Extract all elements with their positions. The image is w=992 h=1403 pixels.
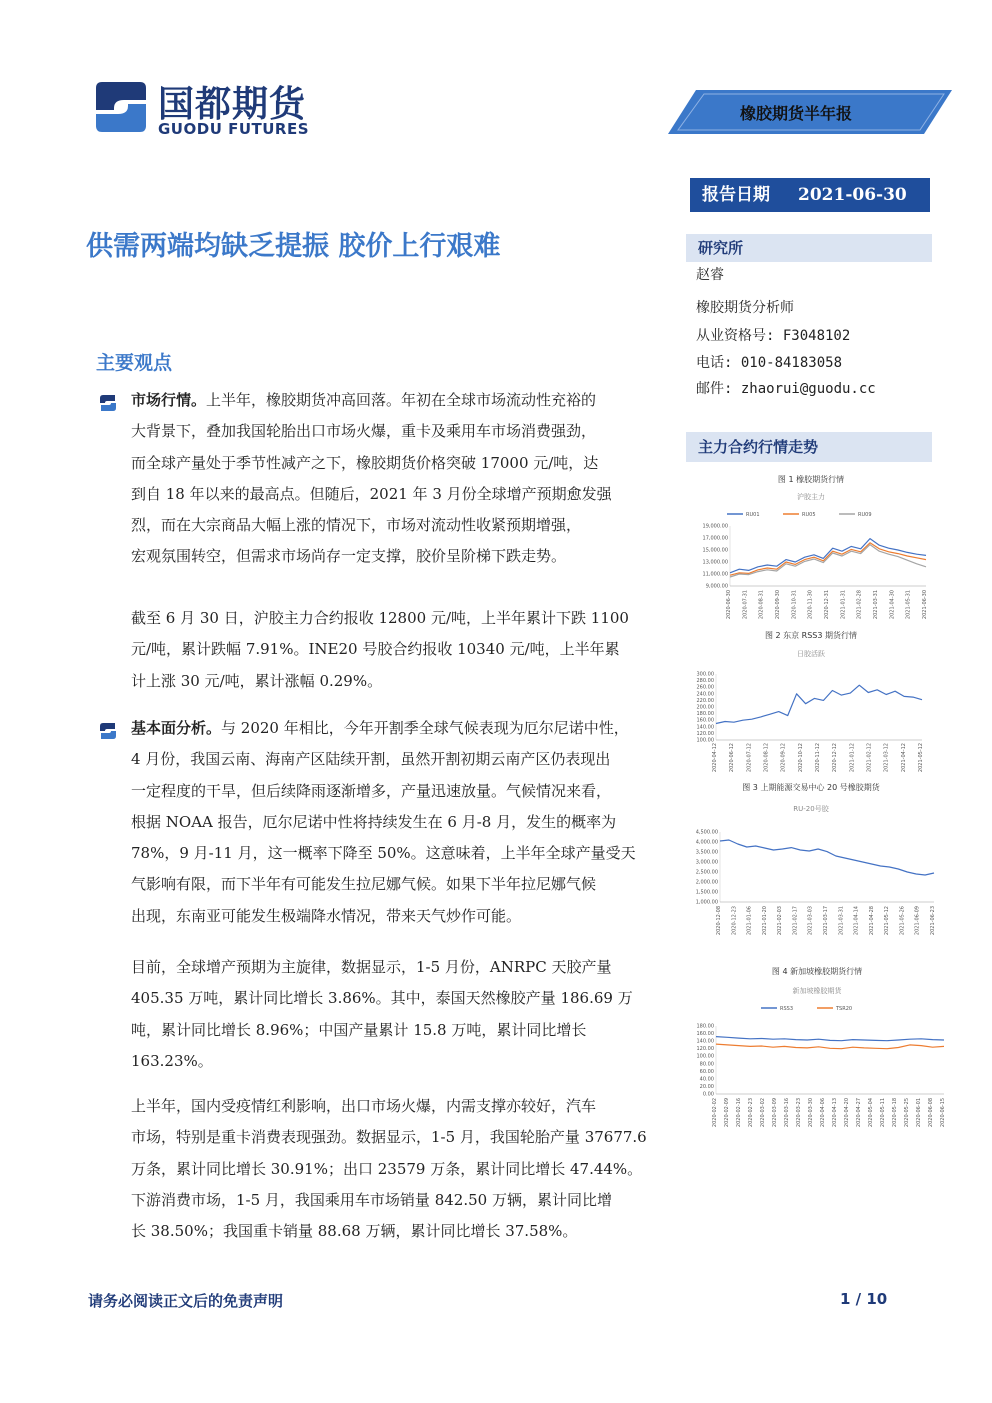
- x-tick-label: 2021-01-31: [840, 590, 847, 620]
- logo-text-en: GUODU FUTURES: [158, 120, 310, 138]
- y-tick-label: 20.00: [699, 1083, 714, 1090]
- x-tick-label: 2020-04-27: [856, 1098, 862, 1128]
- y-tick-label: 180.00: [696, 711, 714, 718]
- x-tick-label: 2020-03-16: [784, 1098, 790, 1128]
- y-tick-label: 9,000.00: [705, 583, 728, 590]
- legend-label: RSS3: [780, 1006, 794, 1012]
- paragraph-demand: 上半年，国内受疫情红利影响，出口市场火爆，内需支撑亦较好，汽车 市场，特别是重卡消费表现强劲。数据显示，1-5 月，我国轮胎产量 37677.6 万条，累计同比增长 30.91%；出口 23579 万条，累计同比增长 47.44%。 下游消费市场，1-5 月，我国乘用车市场销量 842.50 万辆，累计同比增 长 38.50%；我国重卡销量 88.68 万辆，累计同比增长 37.58%。: [131, 1097, 647, 1241]
- legend-label: RU05: [802, 512, 816, 518]
- x-tick-label: 2021-04-12: [900, 743, 907, 773]
- x-tick-label: 2020-12-12: [832, 743, 839, 773]
- y-tick-label: 11,000.00: [702, 571, 728, 578]
- y-tick-label: 280.00: [696, 678, 714, 685]
- y-tick-label: 200.00: [696, 704, 714, 711]
- y-tick-label: 17,000.00: [702, 535, 728, 542]
- chart-title: 图 4 新加坡橡胶期货行情: [771, 967, 863, 976]
- y-tick-label: 40.00: [699, 1076, 714, 1083]
- x-tick-label: 2020-03-09: [772, 1098, 778, 1128]
- series-line: [716, 1037, 944, 1041]
- analyst-phone: 电话: 010-84183058: [696, 355, 843, 371]
- chart-ru-futures: [686, 468, 936, 630]
- x-tick-label: 2020-12-31: [824, 590, 830, 620]
- x-tick-label: 2020-04-13: [832, 1098, 838, 1128]
- x-tick-label: 2020-10-31: [791, 590, 798, 620]
- y-tick-label: 4,500.00: [695, 829, 718, 836]
- series-line: [730, 543, 926, 575]
- report-date-value: 2021-06-30: [798, 185, 907, 205]
- y-tick-label: 1,500.00: [695, 889, 718, 896]
- x-tick-label: 2021-02-03: [777, 906, 784, 936]
- x-tick-label: 2020-05-25: [904, 1098, 910, 1128]
- report-date-box: [690, 178, 930, 212]
- y-tick-label: 2,500.00: [695, 869, 718, 876]
- chart-title: 图 2 东京 RSS3 期货行情: [764, 631, 858, 640]
- x-tick-label: 2020-03-30: [808, 1098, 814, 1128]
- series-line: [720, 840, 934, 875]
- chart-subtitle: 日胶活跃: [797, 650, 825, 658]
- y-tick-label: 100.00: [696, 1053, 714, 1060]
- logo-icon: [92, 78, 150, 136]
- x-tick-label: 2020-06-15: [940, 1098, 946, 1128]
- y-tick-label: 15,000.00: [702, 547, 728, 554]
- x-tick-label: 2021-01-20: [761, 906, 768, 936]
- x-tick-label: 2020-05-11: [880, 1098, 886, 1128]
- trend-heading: 主力合约行情走势: [686, 432, 932, 462]
- y-tick-label: 1,000.00: [695, 899, 718, 906]
- x-tick-label: 2021-03-31: [838, 906, 845, 936]
- report-type-label: 橡胶期货半年报: [740, 104, 853, 123]
- paragraph-production: 目前，全球增产预期为主旋律，数据显示，1-5 月份，ANRPC 天胶产量 405.35 万吨，累计同比增长 3.86%。其中，泰国天然橡胶产量 186.69 万 吨，累计同比增长 8.96%；中国产量累计 15.8 万吨，累计同比增长 163.23%。: [131, 958, 633, 1070]
- x-tick-label: 2021-02-12: [866, 743, 873, 773]
- x-tick-label: 2021-03-12: [883, 743, 890, 773]
- y-tick-label: 19,000.00: [702, 523, 728, 530]
- section-title: 主要观点: [96, 352, 173, 374]
- x-tick-label: 2020-07-31: [742, 590, 749, 620]
- x-tick-label: 2021-05-12: [884, 906, 891, 936]
- y-tick-label: 300.00: [696, 671, 714, 678]
- x-tick-label: 2020-09-12: [780, 743, 787, 773]
- x-tick-label: 2021-01-06: [746, 906, 753, 936]
- y-tick-label: 140.00: [696, 724, 714, 731]
- y-tick-label: 120.00: [696, 1046, 714, 1053]
- x-tick-label: 2020-11-12: [815, 743, 821, 773]
- x-tick-label: 2021-04-14: [853, 906, 860, 936]
- x-tick-label: 2020-02-09: [724, 1098, 730, 1128]
- chart-rss3-futures: [686, 628, 936, 778]
- y-tick-label: 4,000.00: [695, 839, 718, 846]
- y-tick-label: 0.00: [702, 1091, 714, 1098]
- x-tick-label: 2020-10-12: [797, 743, 804, 773]
- x-tick-label: 2021-02-28: [856, 590, 863, 620]
- x-tick-label: 2020-06-01: [916, 1098, 922, 1128]
- x-tick-label: 2021-03-31: [873, 590, 879, 620]
- series-line: [716, 685, 922, 723]
- x-tick-label: 2020-02-02: [712, 1098, 718, 1128]
- page-number: 1 / 10: [840, 1290, 888, 1308]
- x-tick-label: 2020-03-02: [760, 1098, 766, 1128]
- analyst-role: 橡胶期货分析师: [696, 300, 794, 316]
- report-title: 供需两端均缺乏提振 胶价上行艰难: [86, 231, 501, 262]
- chart-title: 图 3 上期能源交易中心 20 号橡胶期货: [742, 783, 880, 792]
- x-tick-label: 2020-04-12: [712, 743, 718, 773]
- legend-label: RU09: [858, 512, 872, 518]
- x-tick-label: 2021-05-31: [905, 590, 912, 620]
- x-tick-label: 2021-02-17: [792, 906, 799, 936]
- logo-text-cn: 国都期货: [158, 84, 307, 125]
- x-tick-label: 2020-05-04: [868, 1098, 874, 1128]
- chart-nr20-futures: [686, 780, 936, 950]
- x-tick-label: 2021-05-26: [899, 906, 906, 936]
- x-tick-label: 2020-11-30: [807, 590, 814, 620]
- x-tick-label: 2021-03-03: [807, 906, 814, 936]
- analyst-email[interactable]: 邮件: zhaorui@guodu.cc: [696, 381, 876, 397]
- y-tick-label: 3,000.00: [695, 859, 718, 866]
- x-tick-label: 2021-04-30: [889, 590, 896, 620]
- legend-label: TSR20: [836, 1006, 853, 1012]
- y-tick-label: 80.00: [699, 1061, 714, 1068]
- x-tick-label: 2020-06-08: [928, 1098, 934, 1128]
- y-tick-label: 160.00: [696, 1031, 714, 1038]
- chart-subtitle: RU-20号胶: [793, 805, 829, 813]
- x-tick-label: 2020-09-30: [775, 590, 781, 620]
- x-tick-label: 2021-05-12: [918, 743, 924, 773]
- x-tick-label: 2020-12-23: [731, 906, 738, 936]
- x-tick-label: 2021-03-17: [823, 906, 829, 936]
- y-tick-label: 120.00: [696, 730, 714, 737]
- x-tick-label: 2020-12-08: [716, 906, 722, 936]
- institute-heading: 研究所: [686, 234, 932, 262]
- analyst-license: 从业资格号: F3048102: [696, 328, 851, 344]
- paragraph-fundamentals-lead: 基本面分析。: [131, 719, 222, 737]
- series-line: [716, 1044, 944, 1049]
- x-tick-label: 2021-06-30: [922, 590, 928, 620]
- y-tick-label: 160.00: [696, 717, 714, 724]
- paragraph-fundamentals: 基本面分析。与 2020 年相比，今年开割季全球气候表现为厄尔尼诺中性， 4 月份，我国云南、海南产区陆续开割，虽然开割初期云南产区仍表现出 一定程度的干旱，但后续降雨逐渐增多，产量迅速放量。气候情况来看， 根据 NOAA 报告，厄尔尼诺中性将持续发生在 6 月-8 月，发生的概率为 78%，9 月-11 月，这一概率下降至 50%。这意味着，上半年全球产量受天 气影响有限，而下半年有可能发生拉尼娜气候。如果下半年拉尼娜气候 出现，东南亚可能发生极端降水情况，带来天气炒作可能。: [131, 719, 636, 925]
- x-tick-label: 2020-08-31: [758, 590, 765, 620]
- x-tick-label: 2021-04-28: [868, 906, 875, 936]
- y-tick-label: 3,500.00: [695, 849, 718, 856]
- y-tick-label: 260.00: [696, 684, 714, 691]
- y-tick-label: 2,000.00: [695, 879, 718, 886]
- x-tick-label: 2021-01-12: [849, 743, 856, 773]
- y-tick-label: 240.00: [696, 691, 714, 698]
- y-tick-label: 140.00: [696, 1038, 714, 1045]
- x-tick-label: 2020-08-12: [763, 743, 770, 773]
- y-tick-label: 220.00: [696, 697, 714, 704]
- x-tick-label: 2021-06-09: [914, 906, 921, 936]
- x-tick-label: 2020-02-23: [748, 1098, 754, 1128]
- chart-sgx-futures: [686, 962, 948, 1134]
- paragraph-market: 市场行情。上半年，橡胶期货冲高回落。年初在全球市场流动性充裕的 大背景下，叠加我国轮胎出口市场火爆，重卡及乘用车市场消费强劲， 而全球产量处于季节性减产之下，橡胶期货价格突破 17000 元/吨，达 到自 18 年以来的最高点。但随后，2021 年 3 月份全球增产预期愈发强 烈，而在大宗商品大幅上涨的情况下，市场对流动性收紧预期增强， 宏观氛围转空，但需求市场尚存一定支撑，胶价呈阶梯下跌走势。: [131, 391, 612, 566]
- paragraph-market-lead: 市场行情。: [131, 391, 207, 409]
- bullet-icon: [98, 393, 118, 413]
- x-tick-label: 2020-06-12: [729, 743, 736, 773]
- x-tick-label: 2020-06-30: [726, 590, 732, 620]
- chart-subtitle: 沪胶主力: [797, 493, 825, 501]
- x-tick-label: 2020-05-18: [892, 1098, 898, 1128]
- chart-subtitle: 新加坡橡胶期货: [792, 987, 842, 995]
- x-tick-label: 2020-03-23: [796, 1098, 802, 1128]
- y-tick-label: 60.00: [699, 1068, 714, 1075]
- bullet-icon: [98, 721, 118, 741]
- x-tick-label: 2020-04-06: [820, 1098, 826, 1128]
- report-date-label: 报告日期: [702, 185, 770, 205]
- y-tick-label: 100.00: [696, 737, 714, 744]
- y-tick-label: 180.00: [696, 1023, 714, 1030]
- paragraph-prices: 截至 6 月 30 日，沪胶主力合约报收 12800 元/吨，上半年累计下跌 1100 元/吨，累计跌幅 7.91%。INE20 号胶合约报收 10340 元/吨，上半年累 计上涨 30 元/吨，累计涨幅 0.29%。: [131, 609, 629, 690]
- footer-disclaimer[interactable]: 请务必阅读正文后的免责声明: [88, 1292, 284, 1310]
- x-tick-label: 2020-07-12: [746, 743, 753, 773]
- legend-label: RU01: [746, 512, 760, 518]
- chart-title: 图 1 橡胶期货行情: [777, 475, 845, 484]
- y-tick-label: 13,000.00: [702, 559, 728, 566]
- analyst-name: 赵睿: [696, 267, 724, 283]
- x-tick-label: 2020-04-20: [844, 1098, 850, 1128]
- x-tick-label: 2021-06-23: [930, 906, 936, 936]
- x-tick-label: 2020-02-16: [736, 1098, 742, 1128]
